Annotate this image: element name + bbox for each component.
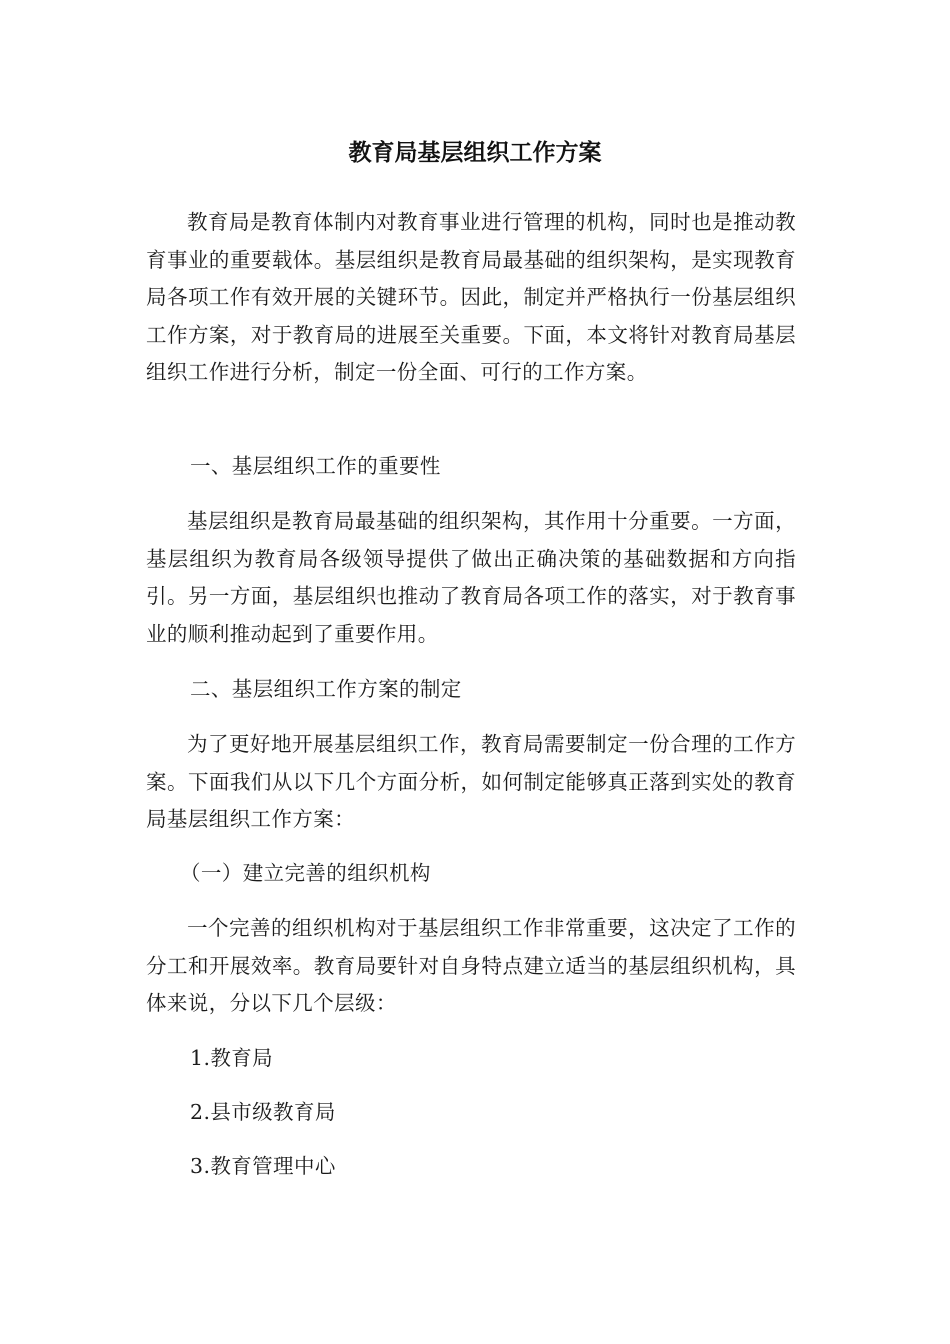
importance-paragraph: 基层组织是教育局最基础的组织架构，其作用十分重要。一方面，基层组织为教育局各级领导提供了做出正确决策的基础数据和方向指引。另一方面，基层组织也推动了教育局各项工作的落实，对于教育事业的顺利推动起到了重要作用。 — [146, 509, 796, 646]
organization-paragraph: 一个完善的组织机构对于基层组织工作非常重要，这决定了工作的分工和开展效率。教育局要针对自身特点建立适当的基层组织机构，具体来说，分以下几个层级： — [146, 916, 796, 1015]
section-heading-importance: 一、基层组织工作的重要性 — [190, 454, 441, 478]
list-item: 2.县市级教育局 — [190, 1100, 336, 1124]
intro-paragraph: 教育局是教育体制内对教育事业进行管理的机构，同时也是推动教育事业的重要载体。基层组织是教育局最基础的组织架构，是实现教育局各项工作有效开展的关键环节。因此，制定并严格执行一份基层组织工作方案，对于教育局的进展至关重要。下面，本文将针对教育局基层组织工作进行分析，制定一份全面、可行的工作方案。 — [146, 210, 796, 384]
list-item: 3.教育管理中心 — [190, 1154, 336, 1178]
subsection-heading-organization: （一）建立完善的组织机构 — [180, 861, 431, 885]
list-item: 1.教育局 — [190, 1046, 274, 1070]
section-heading-formulation: 二、基层组织工作方案的制定 — [190, 677, 462, 701]
document-title: 教育局基层组织工作方案 — [348, 140, 602, 166]
formulation-paragraph: 为了更好地开展基层组织工作，教育局需要制定一份合理的工作方案。下面我们从以下几个方面分析，如何制定能够真正落到实处的教育局基层组织工作方案： — [146, 732, 796, 831]
